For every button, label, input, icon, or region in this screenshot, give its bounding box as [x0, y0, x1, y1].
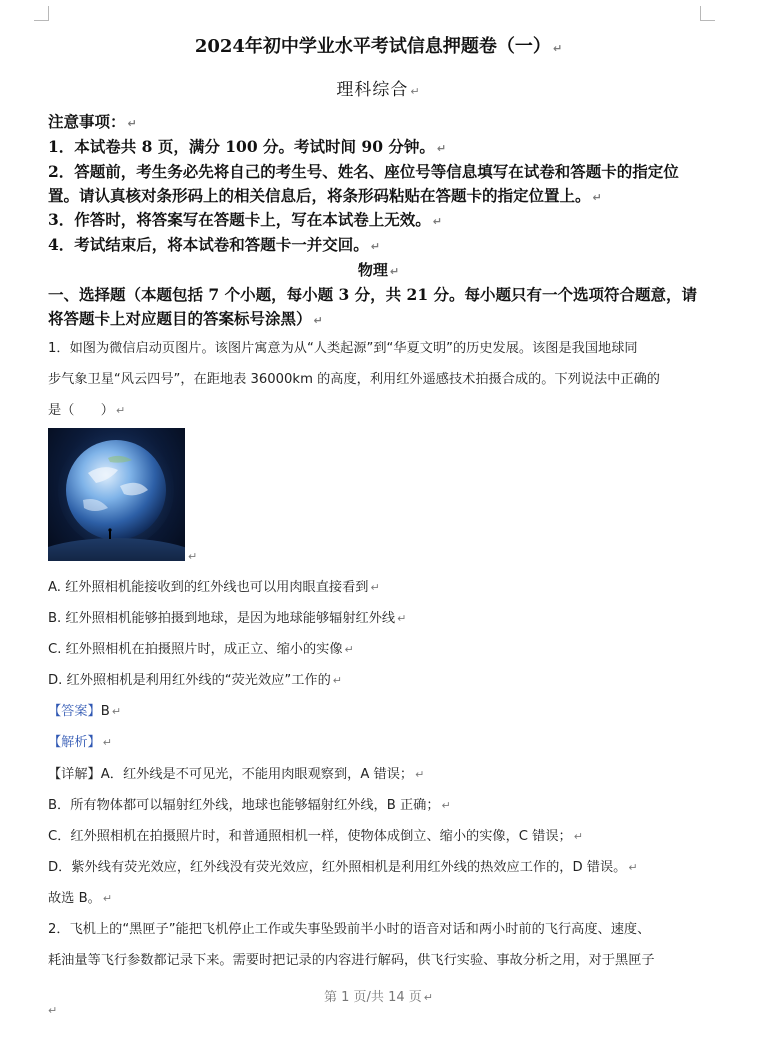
q1-detail-a: 【详解】A．红外线是不可见光，不能用肉眼观察到，A 错误； ↵ — [48, 767, 425, 782]
notice-item-2-cont: 置。请认真核对条形码上的相关信息后，将条形码粘贴在答题卡的指定位置上。 ↵ — [48, 186, 602, 205]
notice-item-2: 2．答题前，考生务必先将自己的考生号、姓名、座位号等信息填写在试卷和答题卡的指定位 — [48, 162, 679, 181]
q1-detail-c: C．红外照相机在拍摄照片时，和普通照相机一样，使物体成倒立、缩小的实像，C 错误； ↵ — [48, 829, 583, 844]
crop-mark-top-right — [700, 6, 715, 21]
notice-heading: 注意事项： ↵ — [48, 112, 137, 131]
q1-answer: 【答案】B ↵ — [48, 704, 122, 719]
section-subject: 物理 ↵ — [357, 261, 400, 279]
notice-item-3: 3．作答时，将答案写在答题卡上，写在本试卷上无效。 ↵ — [48, 210, 443, 229]
document-title: 2024年初中学业水平考试信息押题卷（一） ↵ — [194, 36, 563, 57]
q1-detail-d: D．紫外线有荧光效应，红外线没有荧光效应，红外照相机是利用红外线的热效应工作的，D 错误。 ↵ — [48, 860, 638, 875]
q1-option-b: B. 红外照相机能够拍摄到地球，是因为地球能够辐射红外线 ↵ — [48, 611, 407, 626]
q1-conclusion: 故选 B。 ↵ — [48, 891, 113, 906]
q1-option-a: A. 红外照相机能接收到的红外线也可以用肉眼直接看到 ↵ — [48, 580, 380, 595]
notice-item-4: 4．考试结束后，将本试卷和答题卡一并交回。 ↵ — [48, 235, 381, 254]
document-subtitle: 理科综合 ↵ — [336, 80, 421, 100]
q2-stem-line-1: 2．飞机上的“黑匣子”能把飞机停止工作或失事坠毁前半小时的语音对话和两小时前的飞行高度、速度、 — [48, 922, 651, 937]
notice-item-1: 1．本试卷共 8 页，满分 100 分。考试时间 90 分钟。 ↵ — [48, 137, 447, 156]
q1-stem-line-1: 1．如图为微信启动页图片。该图片寓意为从“人类起源”到“华夏文明”的历史发展。该图是我国地球同 — [48, 341, 638, 356]
earth-image — [48, 428, 185, 561]
q2-stem-line-2: 耗油量等飞行参数都记录下来。需要时把记录的内容进行解码，供飞行实验、事故分析之用，对于黑匣子 — [48, 953, 655, 968]
q1-stem-line-2: 步气象卫星“风云四号”，在距地表 36000km 的高度，利用红外遥感技术拍摄合成的。下列说法中正确的 — [48, 372, 660, 387]
section-instruction-2: 将答题卡上对应题目的答案标号涂黑） ↵ — [48, 309, 323, 328]
section-instruction-1: 一、选择题（本题包括 7 个小题，每小题 3 分，共 21 分。每小题只有一个选项符合题意，请 — [48, 285, 698, 304]
q1-option-c: C. 红外照相机在拍摄照片时，成正立、缩小的实像 ↵ — [48, 642, 354, 657]
q1-option-d: D. 红外照相机是利用红外线的“荧光效应”工作的 ↵ — [48, 673, 342, 688]
image-paragraph-mark: ↵ — [188, 550, 198, 563]
trailing-paragraph-mark: ↵ — [48, 1004, 58, 1017]
earth-illustration — [48, 428, 185, 561]
q1-analysis-label: 【解析】 ↵ — [48, 735, 112, 750]
q1-detail-b: B．所有物体都可以辐射红外线，地球也能够辐射红外线，B 正确； ↵ — [48, 798, 451, 813]
crop-mark-top-left — [34, 6, 49, 21]
q1-stem-line-3: 是（ ） ↵ — [48, 403, 126, 418]
page-footer: 第 1 页/共 14 页 ↵ — [324, 990, 433, 1005]
